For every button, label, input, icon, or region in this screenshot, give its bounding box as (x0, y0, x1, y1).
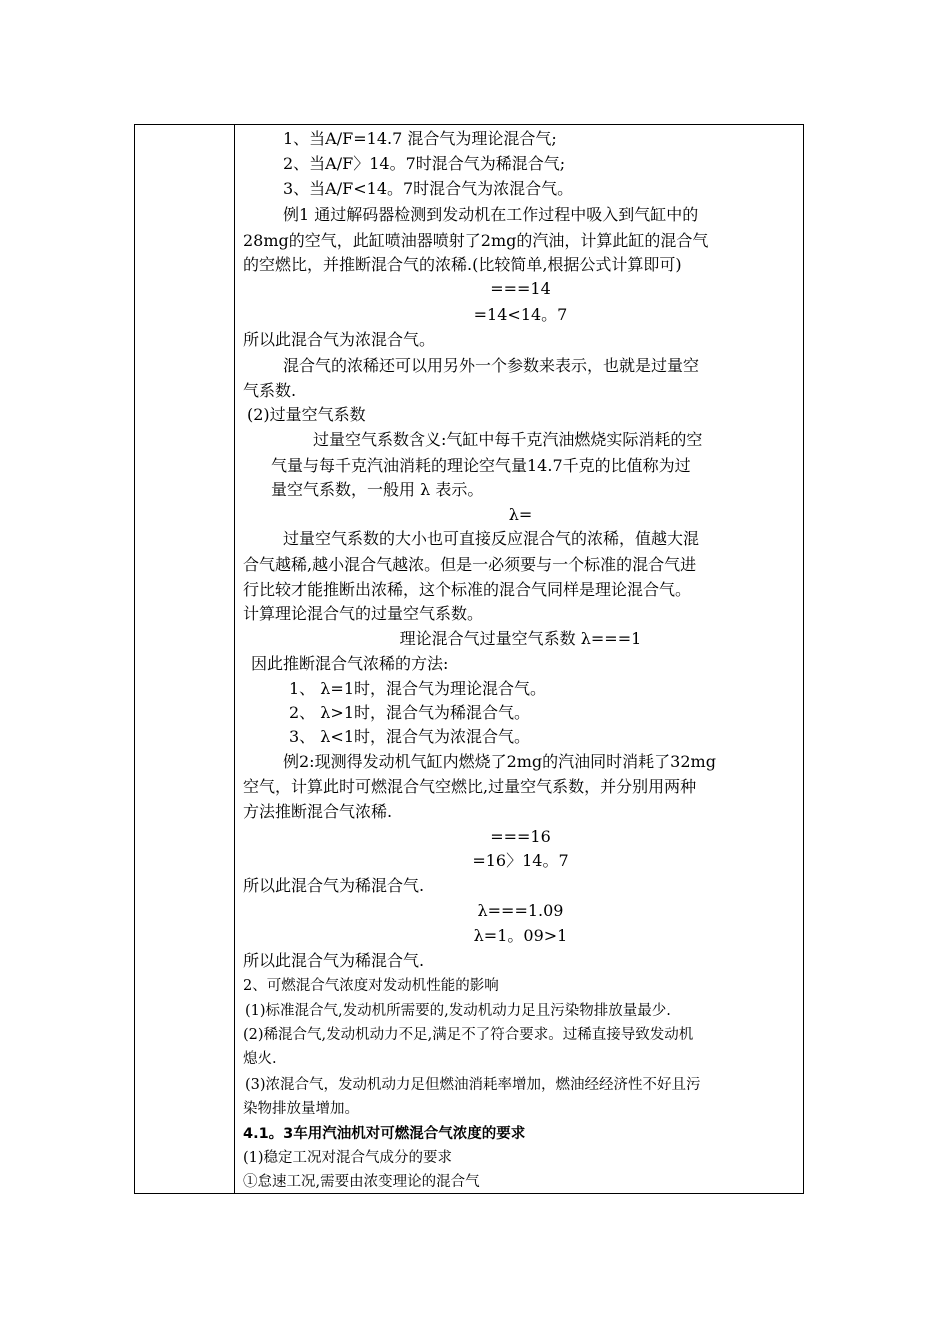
text-line: 混合气的浓稀还可以用另外一个参数来表示，也就是过量空 (283, 356, 700, 375)
text-line: 例1 通过解码器检测到发动机在工作过程中吸入到气缸中的 (283, 205, 699, 224)
text-line: 1、当A/F=14.7 混合气为理论混合气; (283, 129, 557, 148)
text-line: 1、 λ=1时，混合气为理论混合气。 (289, 679, 546, 698)
text-line: 合气越稀,越小混合气越浓。但是一必须要与一个标准的混合气进 (243, 555, 697, 574)
text-line: 3、当A/F<14。7时混合气为浓混合气。 (283, 179, 574, 198)
document-table (134, 124, 804, 1194)
text-line: 28mg的空气，此缸喷油器喷射了2mg的汽油，计算此缸的混合气 (243, 231, 709, 250)
text-line: (3)浓混合气，发动机动力足但燃油消耗率增加，燃油经经济性不好且污 (245, 1077, 701, 1093)
text-line: 理论混合气过量空气系数 λ===1 (399, 629, 642, 648)
text-line: 气系数. (243, 381, 297, 400)
text-line: ===14 (490, 279, 551, 298)
text-line: 所以此混合气为稀混合气. (243, 951, 425, 970)
column-divider (234, 125, 235, 1193)
text-line: 方法推断混合气浓稀. (243, 802, 393, 821)
text-line: 行比较才能推断出浓稀，这个标准的混合气同样是理论混合气。 (243, 580, 692, 599)
text-line: λ=1。09>1 (473, 926, 568, 945)
text-line: 熄火. (243, 1051, 277, 1067)
text-line: (2)过量空气系数 (247, 405, 366, 424)
text-line: 因此推断混合气浓稀的方法: (251, 654, 449, 673)
text-line: 2、可燃混合气浓度对发动机性能的影响 (243, 978, 499, 994)
text-line: 2、 λ>1时，混合气为稀混合气。 (289, 703, 530, 722)
text-line: =14<14。7 (473, 305, 568, 324)
text-line: 过量空气系数的大小也可直接反应混合气的浓稀，值越大混 (283, 529, 700, 548)
text-line: 染物排放量增加。 (243, 1101, 359, 1117)
text-line: λ===1.09 (477, 901, 564, 920)
text-line: 量空气系数，一般用 λ 表示。 (271, 480, 484, 499)
text-line: 空气，计算此时可燃混合气空燃比,过量空气系数，并分别用两种 (243, 777, 697, 796)
text-line: 的空燃比，并推断混合气的浓稀.(比较简单,根据公式计算即可) (243, 255, 682, 274)
text-line: ===16 (490, 827, 551, 846)
text-line: 气量与每千克汽油消耗的理论空气量14.7千克的比值称为过 (271, 456, 691, 475)
text-line: 所以此混合气为稀混合气. (243, 876, 425, 895)
text-line: ①怠速工况,需要由浓变理论的混合气 (243, 1174, 480, 1190)
text-line: 2、当A/F〉14。7时混合气为稀混合气; (283, 154, 566, 173)
text-line: λ= (508, 505, 533, 524)
text-line: (1)稳定工况对混合气成分的要求 (243, 1150, 453, 1166)
text-line: =16〉14。7 (472, 851, 569, 870)
text-line: 所以此混合气为浓混合气。 (243, 330, 436, 349)
text-line: 例2:现测得发动机气缸内燃烧了2mg的汽油同时消耗了32mg (283, 752, 716, 771)
text-line: (2)稀混合气,发动机动力不足,满足不了符合要求。过稀直接导致发动机 (243, 1027, 694, 1043)
section-heading: 4.1。3车用汽油机对可燃混合气浓度的要求 (243, 1126, 526, 1142)
text-line: (1)标准混合气,发动机所需要的,发动机动力足且污染物排放量最少. (245, 1003, 671, 1019)
text-line: 3、 λ<1时，混合气为浓混合气。 (289, 727, 530, 746)
text-line: 计算理论混合气的过量空气系数。 (243, 604, 484, 623)
text-line: 过量空气系数含义:气缸中每千克汽油燃烧实际消耗的空 (313, 430, 703, 449)
